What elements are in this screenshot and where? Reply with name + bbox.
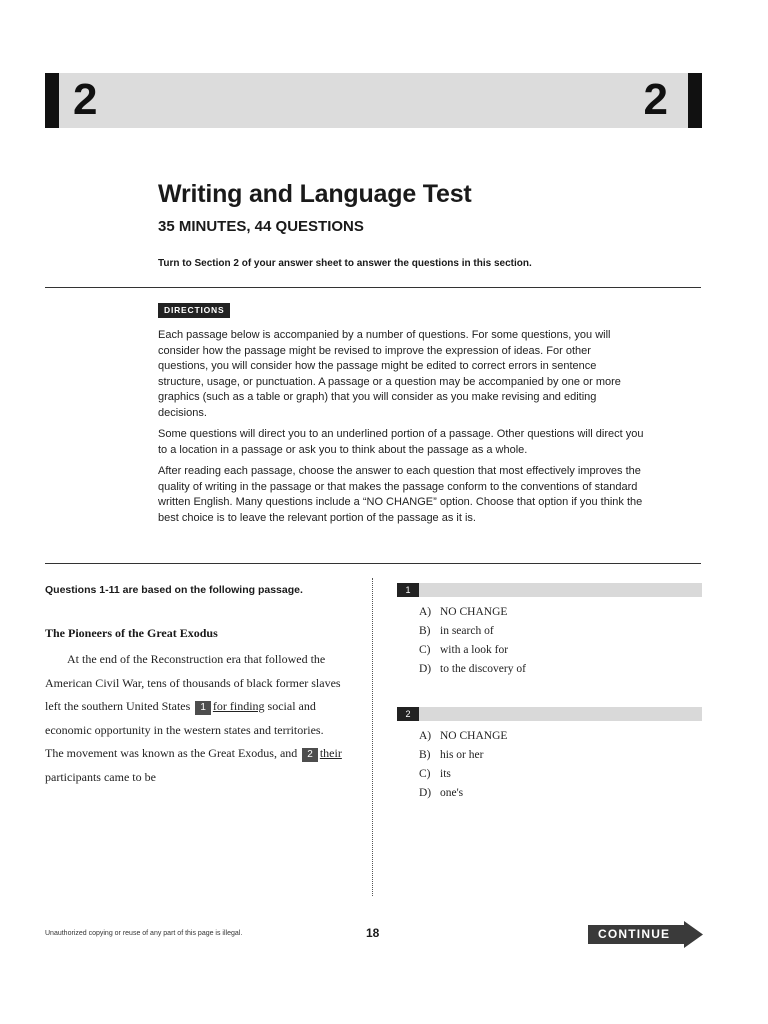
passage-questions-heading: Questions 1-11 are based on the following passage. xyxy=(45,584,303,596)
answer-options xyxy=(419,727,702,803)
answer-option-c[interactable] xyxy=(419,641,702,660)
option-text: its xyxy=(440,768,451,780)
test-title: Writing and Language Test xyxy=(158,180,472,208)
underlined-portion-2[interactable]: their xyxy=(319,746,342,760)
directions-label: DIRECTIONS xyxy=(158,303,230,318)
answer-option-b[interactable] xyxy=(419,746,702,765)
option-letter: B) xyxy=(419,625,431,637)
section-number-left: 2 xyxy=(73,75,98,124)
question-number: 1 xyxy=(397,583,419,597)
question-marker-2[interactable]: 2 xyxy=(302,748,318,762)
option-text: NO CHANGE xyxy=(440,730,508,742)
question-header-bar xyxy=(397,583,702,597)
continue-label: CONTINUE xyxy=(598,927,671,941)
option-letter: C) xyxy=(419,644,431,656)
option-text: one's xyxy=(440,787,464,799)
question-2 xyxy=(397,707,702,803)
answer-option-a[interactable] xyxy=(419,603,702,622)
question-marker-1[interactable]: 1 xyxy=(195,701,211,715)
section-header-band xyxy=(45,73,702,128)
intro-instruction: Turn to Section 2 of your answer sheet to answer the questions in this section. xyxy=(158,258,532,269)
option-text: with a look for xyxy=(440,644,509,656)
passage-title: The Pioneers of the Great Exodus xyxy=(45,626,218,640)
passage-text-a: At the end of the Reconstruction era that followed the American Civil War, tens of thousands of black former slaves left the southern United States xyxy=(45,652,341,713)
underlined-portion-1[interactable]: for finding xyxy=(212,699,265,713)
section-bar-right xyxy=(688,73,702,128)
option-letter: A) xyxy=(419,730,432,742)
answer-option-a[interactable] xyxy=(419,727,702,746)
question-number: 2 xyxy=(397,707,419,721)
passage-text-c: participants came to be xyxy=(45,769,156,784)
answer-option-d[interactable] xyxy=(419,784,702,803)
directions-text xyxy=(158,328,644,532)
question-1 xyxy=(397,583,702,679)
passage-paragraph xyxy=(45,648,345,789)
option-text: his or her xyxy=(440,749,484,761)
option-letter: A) xyxy=(419,606,432,618)
answer-option-c[interactable] xyxy=(419,765,702,784)
directions-paragraph-2: Some questions will direct you to an underlined portion of a passage. Other questions will direct you to a location in a passage or ask you to think about the passage as a whole. xyxy=(158,428,644,456)
answer-options xyxy=(419,603,702,679)
passage-body xyxy=(45,648,345,789)
divider-rule-bottom xyxy=(45,563,701,564)
answer-option-b[interactable] xyxy=(419,622,702,641)
option-letter: C) xyxy=(419,768,431,780)
section-bar-left xyxy=(45,73,59,128)
page-number: 18 xyxy=(366,926,380,940)
continue-button[interactable] xyxy=(588,921,703,948)
directions-paragraph-3: After reading each passage, choose the answer to each question that most effectively improves the quality of writing in the passage or that makes the passage conform to the conventions of standard written English. Many questions include a “NO CHANGE” option. Choose that option if you think the best choice is to leave the relevant portion of the passage as it is. xyxy=(158,465,643,524)
copyright-notice: Unauthorized copying or reuse of any part of this page is illegal. xyxy=(45,930,243,937)
passage-text-b: social and economic opportunity in the western states and territories. The movement was known as the Great Exodus, and xyxy=(45,699,324,760)
option-letter: D) xyxy=(419,787,432,799)
column-divider xyxy=(372,578,373,896)
divider-rule-top xyxy=(45,287,701,288)
test-subtitle: 35 MINUTES, 44 QUESTIONS xyxy=(158,218,364,235)
option-letter: D) xyxy=(419,663,432,675)
directions-paragraph-1: Each passage below is accompanied by a number of questions. For some questions, you will consider how the passage might be revised to improve the expression of ideas. For other questions, you will consider how the passage might be edited to correct errors in sentence structure, usage, or punctuation. A passage or a question may be accompanied by one or more graphics (such as a table or graph) that you will consider as you make revising and editing decisions. xyxy=(158,329,621,419)
option-text: to the discovery of xyxy=(440,663,526,675)
option-text: in search of xyxy=(440,625,494,637)
answer-option-d[interactable] xyxy=(419,660,702,679)
option-letter: B) xyxy=(419,749,431,761)
option-text: NO CHANGE xyxy=(440,606,508,618)
question-header-bar xyxy=(397,707,702,721)
section-number-right: 2 xyxy=(643,75,668,124)
